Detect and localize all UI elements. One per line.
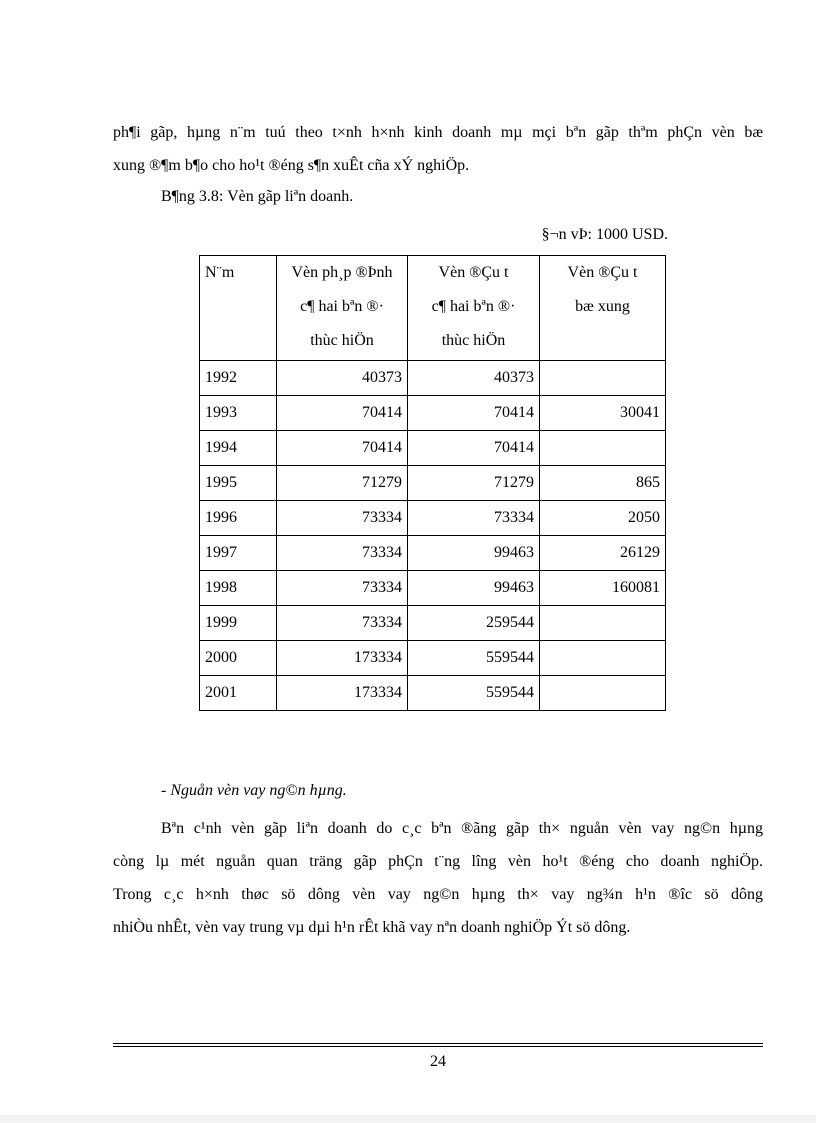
cell-investment: 40373 — [408, 361, 540, 396]
cell-year: 1996 — [200, 501, 277, 536]
table-row — [200, 676, 666, 711]
cell-legal: 73334 — [277, 501, 408, 536]
table-row — [200, 431, 666, 466]
cell-additional — [540, 431, 666, 466]
body-line-4: nhiÒu nhÊt, vèn vay trung vµ dµi h¹n rÊt khã vay nªn doanh nghiÖp Ýt sö dông. — [113, 919, 631, 936]
cell-investment: 259544 — [408, 606, 540, 641]
footer-rule — [113, 1043, 763, 1044]
header-additional-capital: Vèn ®Çu t bæ xung — [540, 256, 666, 361]
cell-year: 1999 — [200, 606, 277, 641]
cell-legal: 73334 — [277, 606, 408, 641]
body-line-3: Trong c¸c h×nh thøc sö dông vèn vay ng©n hµng th× vay ng¾n h¹n ®îc sö dông — [113, 886, 763, 903]
cell-investment: 73334 — [408, 501, 540, 536]
body-line-2: còng lµ mét nguån quan träng gãp phÇn t¨ng lîng vèn ho¹t ®éng cho doanh nghiÖp. — [113, 853, 763, 870]
intro-paragraph — [113, 116, 763, 182]
subheading-bank-loans: - Nguån vèn vay ng©n hµng. — [161, 782, 347, 799]
cell-legal: 70414 — [277, 431, 408, 466]
cell-legal: 73334 — [277, 536, 408, 571]
header-investment-capital: Vèn ®Çu t c¶ hai bªn ®· thùc hiÖn — [408, 256, 540, 361]
cell-year: 2000 — [200, 641, 277, 676]
table-row — [200, 396, 666, 431]
table-row — [200, 501, 666, 536]
cell-additional — [540, 641, 666, 676]
cell-additional — [540, 606, 666, 641]
cell-legal: 173334 — [277, 676, 408, 711]
cell-year: 2001 — [200, 676, 277, 711]
cell-additional: 26129 — [540, 536, 666, 571]
cell-investment: 99463 — [408, 536, 540, 571]
table-row — [200, 571, 666, 606]
cell-year: 1994 — [200, 431, 277, 466]
cell-legal: 40373 — [277, 361, 408, 396]
cell-investment: 559544 — [408, 641, 540, 676]
cell-additional: 30041 — [540, 396, 666, 431]
table-row — [200, 536, 666, 571]
table-header-row — [200, 256, 666, 361]
cell-year: 1998 — [200, 571, 277, 606]
cell-additional — [540, 676, 666, 711]
cell-legal: 173334 — [277, 641, 408, 676]
body-line-1: Bªn c¹nh vèn gãp liªn doanh do c¸c bªn ®ãng gãp th× nguån vèn vay ng©n hµng — [161, 820, 763, 837]
footer-rule — [113, 1046, 763, 1047]
cell-investment: 70414 — [408, 431, 540, 466]
intro-line-1: ph¶i gãp, hµng n¨m tuú theo t×nh h×nh kinh doanh mµ mçi bªn gãp thªm phÇn vèn bæ — [113, 124, 763, 141]
unit-label: §¬n vÞ: 1000 USD. — [541, 226, 668, 243]
page-bottom-strip — [0, 1115, 816, 1123]
cell-year: 1993 — [200, 396, 277, 431]
header-legal-capital: Vèn ph¸p ®Þnh c¶ hai bªn ®· thùc hiÖn — [277, 256, 408, 361]
cell-investment: 71279 — [408, 466, 540, 501]
cell-year: 1992 — [200, 361, 277, 396]
table-row — [200, 466, 666, 501]
cell-additional — [540, 361, 666, 396]
header-year: N¨m — [200, 256, 277, 361]
cell-additional: 160081 — [540, 571, 666, 606]
body-paragraph — [113, 812, 763, 944]
cell-investment: 70414 — [408, 396, 540, 431]
cell-year: 1997 — [200, 536, 277, 571]
cell-legal: 71279 — [277, 466, 408, 501]
cell-legal: 70414 — [277, 396, 408, 431]
table-row — [200, 641, 666, 676]
table-row — [200, 361, 666, 396]
cell-additional: 2050 — [540, 501, 666, 536]
cell-investment: 559544 — [408, 676, 540, 711]
capital-table — [199, 255, 666, 711]
table-caption: B¶ng 3.8: Vèn gãp liªn doanh. — [161, 188, 354, 205]
cell-investment: 99463 — [408, 571, 540, 606]
cell-additional: 865 — [540, 466, 666, 501]
intro-line-2: xung ®¶m b¶o cho ho¹t ®éng s¶n xuÊt cña xÝ nghiÖp. — [113, 157, 470, 174]
cell-year: 1995 — [200, 466, 277, 501]
page-number: 24 — [430, 1053, 446, 1070]
table-row — [200, 606, 666, 641]
cell-legal: 73334 — [277, 571, 408, 606]
